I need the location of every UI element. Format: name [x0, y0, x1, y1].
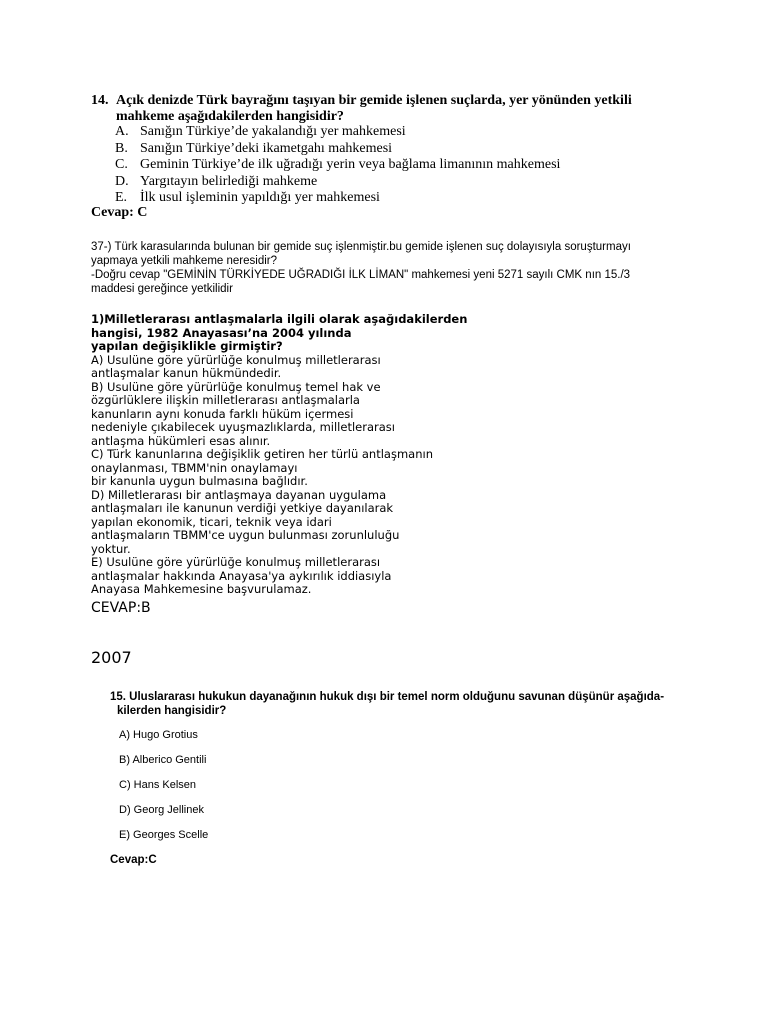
q15-option-a: A) Hugo Grotius — [119, 729, 198, 741]
q1-heading-line: yapılan değişiklikle girmiştir? — [91, 339, 283, 353]
q1-body-line: özgürlüklere ilişkin milletlerarası antlaşmalarla — [91, 393, 360, 407]
q37-block — [91, 240, 631, 296]
q14-option-e: E. İlk usul işleminin yapıldığı yer mahkemesi — [115, 190, 380, 206]
q15-question-line2: kilerden hangisidir? — [117, 705, 227, 717]
q37-line: maddesi gereğince yetkilidir — [91, 283, 233, 295]
q1-body-line: antlaşmaların TBMM'ce uygun bulunması zorunluluğu — [91, 528, 400, 542]
q1-body-line: antlaşmalar hakkında Anayasa'ya aykırılık iddiasıyla — [91, 568, 392, 583]
q15-answer: Cevap:C — [110, 854, 157, 866]
q15-option-e: E) Georges Scelle — [119, 829, 209, 841]
q14-option-a: A. Sanığın Türkiye’de yakalandığı yer mahkemesi — [115, 124, 406, 139]
q1-body-line: kanunların aynı konuda farklı hüküm içermesi — [91, 406, 354, 421]
q14-option-b: B. Sanığın Türkiye’deki ikametgahı mahkemesi — [115, 140, 393, 156]
q1-answer: CEVAP:B — [91, 600, 151, 616]
q14-question-line2: mahkeme aşağıdakilerden hangisidir? — [116, 109, 344, 124]
q1-body-line: yapılan ekonomik, ticari, teknik veya idari — [91, 514, 332, 529]
q1-body-line: B) Usulüne göre yürürlüğe konulmuş temel hak ve — [91, 379, 381, 394]
q15-question — [110, 690, 664, 718]
q15-option-d: D) Georg Jellinek — [119, 804, 204, 816]
q1-body-line: C) Türk kanunlarına değişiklik getiren her türlü antlaşmanın — [91, 447, 433, 461]
q1-body-line: antlaşmalar kanun hükmündedir. — [91, 366, 282, 380]
q14-answer: Cevap: C — [91, 205, 148, 220]
q1-body-line: E) Usulüne göre yürürlüğe konulmuş milletlerarası — [91, 555, 381, 569]
q15-option-b: B) Alberico Gentili — [119, 754, 207, 766]
q1-body-line: onaylanması, TBMM'nin onaylamayı — [91, 460, 298, 475]
q14-question — [91, 93, 632, 125]
q37-line: yapmaya yetkili mahkeme neresidir? — [91, 255, 277, 267]
q1-heading-line: hangisi, 1982 Anayasası’na 2004 yılında — [91, 325, 352, 340]
year-heading: 2007 — [91, 648, 132, 667]
q14-options — [115, 124, 560, 207]
q1-body-line: D) Milletlerarası bir antlaşmaya dayanan uygulama — [91, 487, 387, 502]
q1-body-line: Anayasa Mahkemesine başvurulamaz. — [91, 582, 312, 596]
q14-option-d: D. Yargıtayın belirlediği mahkeme — [115, 173, 318, 189]
q37-line: -Doğru cevap "GEMİNİN TÜRKİYEDE UĞRADIĞI İLK LİMAN" mahkemesi yeni 5271 sayılı CMK nın 15./3 — [91, 269, 631, 281]
q1-body-line: antlaşmaları ile kanunun verdiği yetkiye dayanılarak — [91, 501, 394, 515]
q14-question-line1: Açık denizde Türk bayrağını taşıyan bir gemide işlenen suçlarda, yer yönünden yetkili — [116, 93, 632, 108]
q1-heading-line: 1)Milletlerarası antlaşmalarla ilgili olarak aşağıdakilerden — [91, 312, 468, 326]
q1-body-line: nedeniyle çıkabilecek uyuşmazlıklarda, milletlerarası — [91, 420, 395, 434]
q1-block — [91, 313, 467, 597]
q1-body-line: A) Usulüne göre yürürlüğe konulmuş milletlerarası — [91, 352, 381, 367]
q14-number: 14. — [91, 93, 109, 108]
q1-body-line: antlaşma hükümleri esas alınır. — [91, 433, 271, 448]
q15-option-c: C) Hans Kelsen — [119, 779, 197, 791]
q14-option-c: C. Geminin Türkiye’de ilk uğradığı yerin veya bağlama limanının mahkemesi — [115, 157, 561, 173]
q37-line: 37-) Türk karasularında bulunan bir gemide suç işlenmiştir.bu gemide işlenen suç dolayısıyla soruşturmayı — [91, 241, 631, 253]
q1-body-line: bir kanunla uygun bulmasına bağlıdır. — [91, 474, 308, 488]
q1-body-line: yoktur. — [91, 541, 131, 556]
q15-question-line1: 15. Uluslararası hukukun dayanağının hukuk dışı bir temel norm olduğunu savunan düşünür aşağıda- — [110, 691, 665, 703]
